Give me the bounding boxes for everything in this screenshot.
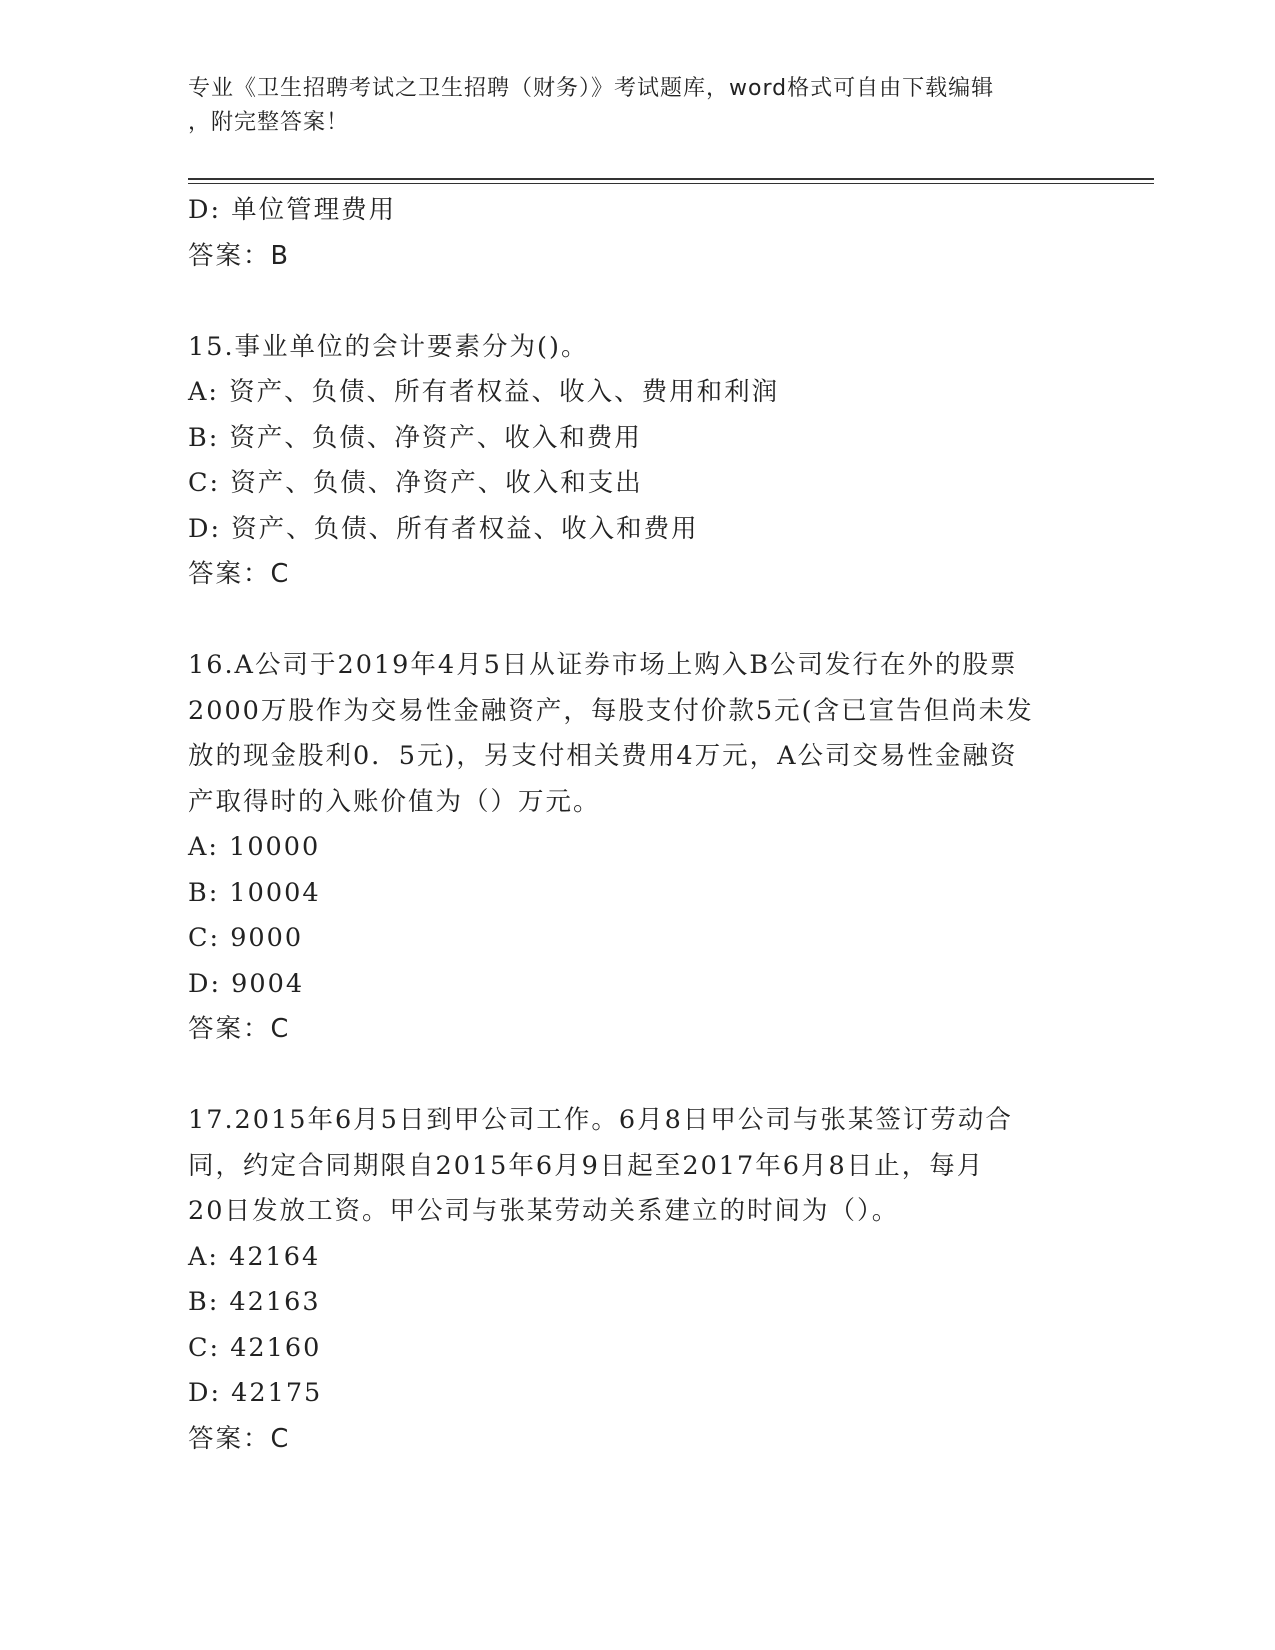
- answer-line: 答案：C: [188, 1014, 291, 1044]
- question-stem-line: 放的现金股利0．5元)，另支付相关费用4万元，A公司交易性金融资: [188, 741, 1018, 771]
- answer-line: 答案：C: [188, 1423, 291, 1454]
- spacer: [188, 1053, 1088, 1099]
- answer-line: 答案：B: [188, 240, 290, 271]
- option-c: C: 9000: [188, 923, 304, 953]
- question-stem-line: 20日发放工资。甲公司与张某劳动关系建立的时间为（）。: [188, 1196, 900, 1226]
- question-15: [188, 325, 1088, 598]
- option-d: D: 9004: [188, 968, 305, 999]
- question-17: [188, 1098, 1088, 1462]
- question-stem-line: 同，约定合同期限自2015年6月9日起至2017年6月8日止，每月: [188, 1150, 985, 1181]
- option-a: A: 42164: [188, 1241, 321, 1272]
- question-stem-line: 16.A公司于2019年4月5日从证券市场上购入B公司发行在外的股票: [188, 650, 1018, 680]
- header-divider-thick: [188, 178, 1154, 180]
- document-header: [188, 72, 1068, 140]
- option-c: C: 资产、负债、净资产、收入和支出: [188, 468, 643, 498]
- option-d: D: 42175: [188, 1378, 323, 1408]
- previous-question-tail: [188, 188, 1088, 279]
- option-c: C: 42160: [188, 1332, 322, 1363]
- question-stem-line: 2000万股作为交易性金融资产，每股支付价款5元(含已宣告但尚未发: [188, 695, 1034, 726]
- option-b: B: 10004: [188, 877, 321, 908]
- spacer: [188, 598, 1088, 644]
- question-stem-line: 产取得时的入账价值为（）万元。: [188, 786, 601, 817]
- question-stem: 15.事业单位的会计要素分为()。: [188, 331, 589, 362]
- spacer: [188, 279, 1088, 325]
- option-a: A: 资产、负债、所有者权益、收入、费用和利润: [188, 377, 780, 407]
- header-divider-thin: [188, 183, 1154, 184]
- option-b: B: 资产、负债、净资产、收入和费用: [188, 422, 642, 453]
- header-line-2: ，附完整答案！: [188, 110, 350, 135]
- option-d: D: 资产、负债、所有者权益、收入和费用: [188, 513, 699, 544]
- option-a: A: 10000: [188, 832, 321, 862]
- option-b: B: 42163: [188, 1287, 321, 1317]
- question-list: [188, 188, 1088, 1462]
- header-line-1: 专业《卫生招聘考试之卫生招聘（财务）》考试题库，word格式可自由下载编辑: [188, 76, 995, 101]
- question-stem-line: 17.2015年6月5日到甲公司工作。6月8日甲公司与张某签订劳动合: [188, 1105, 1013, 1135]
- question-16: [188, 643, 1088, 1053]
- option-d: D: 单位管理费用: [188, 195, 397, 225]
- answer-line: 答案：C: [188, 559, 291, 589]
